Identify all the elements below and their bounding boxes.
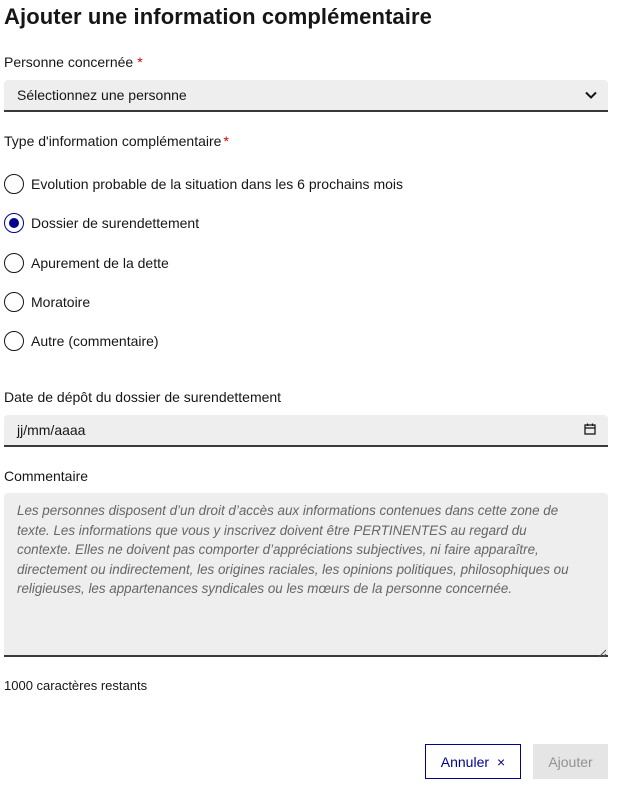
radio-option-dossier-surendettement[interactable] <box>4 213 199 233</box>
radio-option-autre[interactable] <box>4 331 159 351</box>
radio-label: Moratoire <box>31 294 91 310</box>
person-select-value: Sélectionnez une personne <box>17 87 187 103</box>
radio-option-apurement[interactable] <box>4 253 169 273</box>
required-marker: * <box>223 133 229 149</box>
radio-option-evolution[interactable] <box>4 174 403 194</box>
comment-textarea[interactable] <box>4 493 608 657</box>
date-placeholder: jj/mm/aaaa <box>17 422 86 438</box>
dialog-title: Ajouter une information complémentaire <box>4 4 432 29</box>
radio-button[interactable] <box>4 174 24 194</box>
close-icon: × <box>497 753 506 770</box>
info-type-label <box>4 133 229 149</box>
radio-button[interactable] <box>4 253 24 273</box>
radio-option-moratoire[interactable] <box>4 292 90 312</box>
person-label <box>4 54 143 70</box>
person-select[interactable] <box>4 80 608 112</box>
person-label-text: Personne concernée <box>4 54 134 70</box>
radio-label: Autre (commentaire) <box>31 333 159 349</box>
radio-label: Dossier de surendettement <box>31 215 200 231</box>
required-marker: * <box>137 54 143 70</box>
cancel-label: Annuler <box>440 753 490 770</box>
radio-label: Evolution probable de la situation dans les 6 prochains mois <box>31 176 404 192</box>
radio-button[interactable] <box>4 292 24 312</box>
radio-button-checked[interactable] <box>4 213 24 233</box>
resize-handle-icon[interactable] <box>597 644 607 654</box>
date-label: Date de dépôt du dossier de surendettement <box>4 389 282 405</box>
info-type-label-text: Type d'information complémentaire <box>4 133 222 149</box>
comment-label: Commentaire <box>4 468 89 484</box>
cancel-button[interactable] <box>425 744 521 779</box>
chevron-down-icon <box>584 88 598 102</box>
calendar-icon[interactable] <box>584 422 596 438</box>
date-input[interactable] <box>4 415 608 447</box>
add-button[interactable]: Ajouter <box>533 744 608 779</box>
radio-button[interactable] <box>4 331 24 351</box>
comment-placeholder: Les personnes disposent d’un droit d’accès aux informations contenues dans cette zone de texte. Les informations que vous y inscrivez doivent être PERTINENTES au regard du contexte. Elles ne doivent pas comporter d’appréciations subjectives, ni faire apparaître, directement ou indirectement, les origines raciales, les opinions politiques, philosophiques ou religieuses, les appartenances syndicales ou les mœurs de la personne concernée. <box>17 503 569 596</box>
character-counter: 1000 caractères restants <box>4 678 148 693</box>
radio-label: Apurement de la dette <box>31 255 169 271</box>
